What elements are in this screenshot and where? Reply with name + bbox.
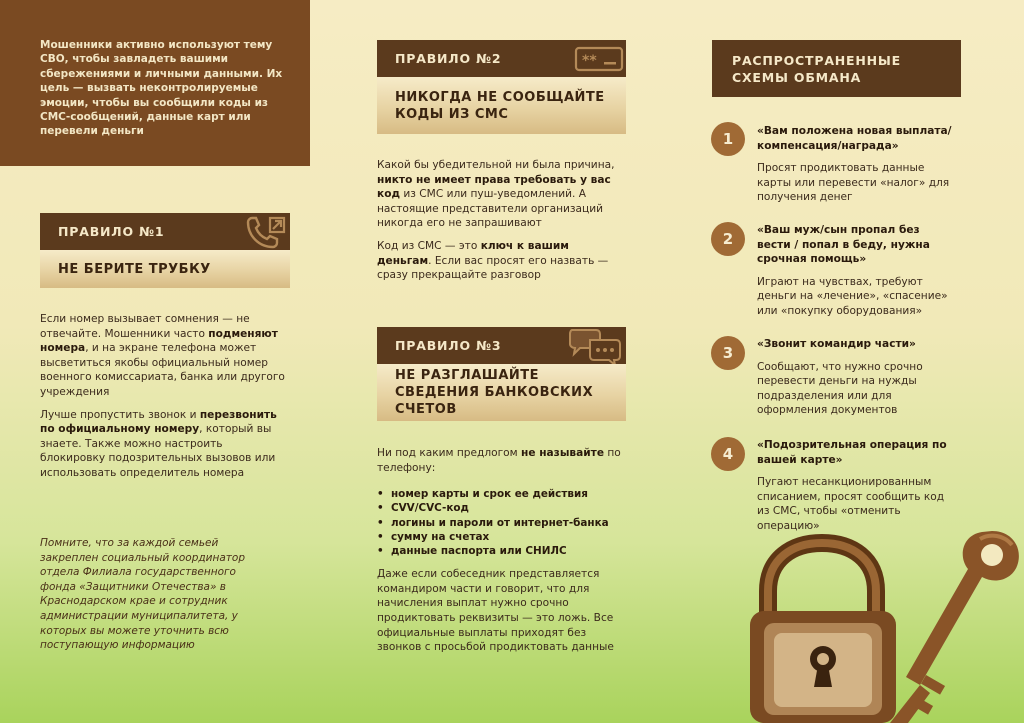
list-item: • сумму на счетах — [377, 530, 626, 544]
list-item: • данные паспорта или СНИЛС — [377, 544, 626, 558]
rule3-paragraph-2: Даже если собеседник представляется командиром части и говорит, что для начисления выплат нужно срочно продиктовать реквизиты — это ложь. Все официальные выплаты приходят без звонков с просьбой продиктовать данные — [377, 568, 614, 654]
list-item: • CVV/CVC-код — [377, 501, 626, 515]
phone-icon — [244, 214, 288, 250]
scheme-4-desc: Пугают несанкционированным списанием, просят сообщить код из СМС, чтобы «отменить операцию» — [757, 476, 945, 532]
scheme-3-number: 3 — [711, 336, 745, 370]
svg-text:**: ** — [582, 53, 597, 69]
rule2-paragraph-2: Код из СМС — это ключ к вашим деньгам. Если вас просят его назвать — сразу прекращайте разговор — [377, 239, 609, 282]
scheme-4-number: 4 — [711, 437, 745, 471]
rule3-list — [377, 487, 626, 558]
scheme-2-desc: Играют на чувствах, требуют деньги на «лечение», «спасение» или «покупку оборудования» — [757, 275, 948, 317]
rule3-intro: Ни под каким предлогом не называйте по телефону: — [377, 447, 621, 474]
scheme-3-title: «Звонит командир части» — [757, 338, 916, 350]
intro-text: Мошенники активно используют тему СВО, чтобы завладеть вашими сбережениями и личными данными. Их цель — вызвать неконтролируемые эмоции, чтобы вы сообщили коды из СМС-сообщений, данные карт или перевели деньги — [40, 39, 283, 138]
rule1-body — [40, 312, 290, 489]
scheme-4-title: «Подозрительная операция по вашей карте» — [757, 439, 947, 466]
scheme-2-number: 2 — [711, 222, 745, 256]
scheme-2 — [757, 223, 957, 319]
rule2-title: НИКОГДА НЕ СООБЩАЙТЕ КОДЫ ИЗ СМС — [395, 89, 605, 122]
scheme-1-desc: Просят продиктовать данные карты или перевести «налог» для получения денег — [757, 162, 950, 204]
scheme-4 — [757, 438, 957, 534]
list-item: • номер карты и срок ее действия — [377, 487, 626, 501]
rule1-label: ПРАВИЛО №1 — [58, 224, 165, 239]
sms-code-icon — [574, 45, 624, 73]
rule3-title: НЕ РАЗГЛАШАЙТЕ СВЕДЕНИЯ БАНКОВСКИХ СЧЕТОВ — [395, 368, 594, 417]
rule3-body — [377, 446, 626, 663]
chat-bubbles-icon — [566, 326, 624, 366]
rule2-body — [377, 158, 626, 291]
scheme-3 — [757, 337, 957, 418]
scheme-1-number: 1 — [711, 122, 745, 156]
rule2-label: ПРАВИЛО №2 — [395, 51, 502, 66]
rule3-title-bar — [377, 364, 626, 421]
rule1-title-bar — [40, 250, 290, 288]
rule3-label: ПРАВИЛО №3 — [395, 338, 502, 353]
list-item: • логины и пароли от интернет-банка — [377, 516, 626, 530]
rule1-paragraph-2: Лучше пропустить звонок и перезвонить по официальному номеру, который вы знаете. Также можно настроить блокировку подозрительных вызовов или использовать определитель номера — [40, 408, 277, 479]
rule2-title-bar — [377, 77, 626, 134]
rule2-paragraph-1: Какой бы убедительной ни была причина, никто не имеет права требовать у вас код из СМС или пуш-уведомлений. А настоящие представители организаций никогда его не запрашивают — [377, 159, 615, 230]
scheme-1 — [757, 124, 957, 205]
scheme-2-title: «Ваш муж/сын пропал без вести / попал в беду, нужна срочная помощь» — [757, 224, 930, 266]
padlock-and-key-illustration — [730, 525, 1024, 723]
rule1-title: НЕ БЕРИТЕ ТРУБКУ — [58, 261, 211, 277]
scheme-1-title: «Вам положена новая выплата/ компенсация/награда» — [757, 125, 952, 152]
rule1-paragraph-1: Если номер вызывает сомнения — не отвечайте. Мошенники часто подменяют номера, и на экране телефона может высветиться якобы официальный номер военного комиссариата, банка или другого учреждения — [40, 313, 285, 398]
schemes-header: РАСПРОСТРАНЕННЫЕ СХЕМЫ ОБМАНА — [712, 40, 961, 97]
coordinator-note: Помните, что за каждой семьей закреплен социальный координатор отдела Филиала государственного фонда «Защитники Отечества» в Краснодарском крае и сотрудник администрации муниципалитета, у которых вы можете уточнить всю поступающую информацию — [40, 537, 245, 652]
padlock-icon — [750, 543, 896, 723]
scheme-3-desc: Сообщают, что нужно срочно перевести деньги на нужды подразделения или для оформления документов — [757, 360, 923, 417]
key-icon — [890, 531, 1019, 723]
